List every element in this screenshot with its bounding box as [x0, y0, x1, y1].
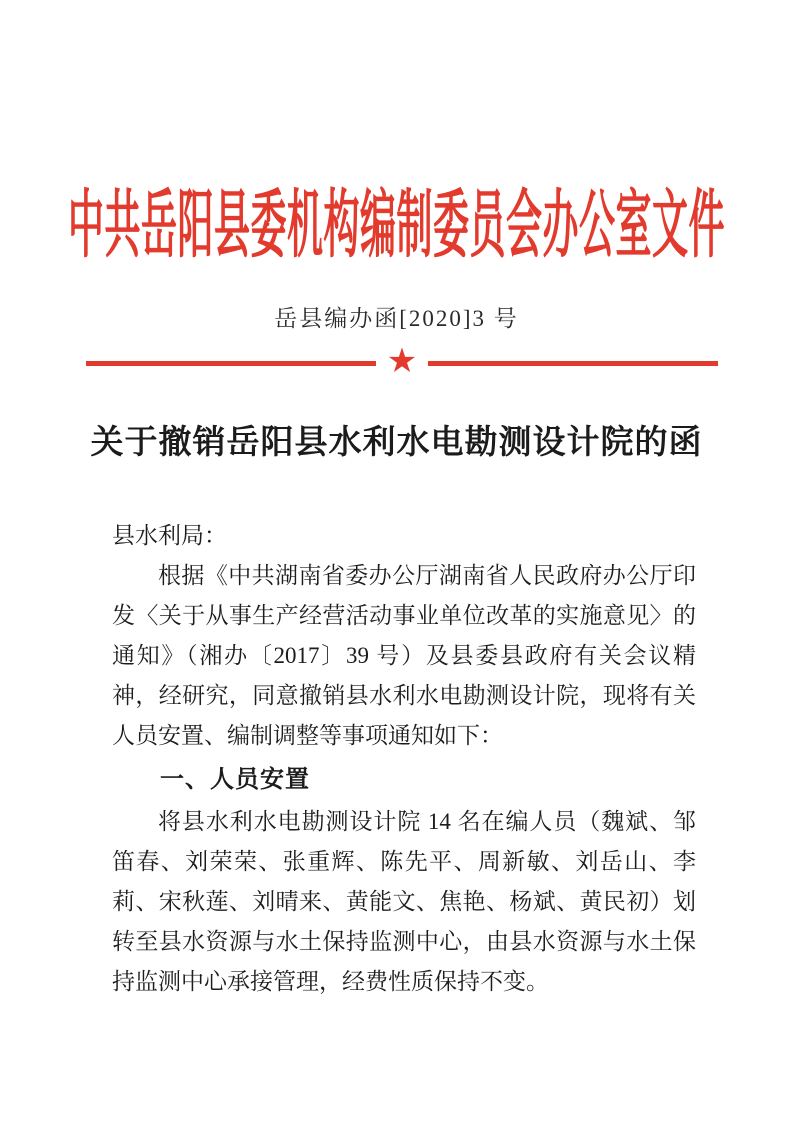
doc-number: 岳县编办函[2020]3 号: [274, 306, 519, 331]
paragraph-2: 将县水利水电勘测设计院 14 名在编人员（魏斌、邹笛春、刘荣荣、张重辉、陈先平、周新敏、刘岳山、李莉、宋秋莲、刘晴来、黄能文、焦艳、杨斌、黄民初）划转至县水资源与水土保持监测中心，由县水资源与水土保持监测中心承接管理，经费性质保持不变。: [112, 809, 696, 994]
paragraph-1: 根据《中共湖南省委办公厅湖南省人民政府办公厅印发〈关于从事生产经营活动事业单位改革的实施意见〉的通知》（湘办〔2017〕39 号）及县委县政府有关会议精神，经研究，同意撤销县水利水电勘测设计院，现将有关人员安置、编制调整等事项通知如下：: [112, 563, 696, 748]
letterhead: [0, 172, 793, 268]
section-1-heading: 一、人员安置: [160, 766, 310, 793]
red-divider: [86, 343, 718, 380]
star-icon: ★: [386, 343, 418, 380]
divider-line-left: [86, 361, 376, 366]
document-title: 关于撤销岳阳县水利水电勘测设计院的函: [90, 425, 703, 461]
divider-line-right: [428, 361, 718, 366]
org-title: 中共岳阳县委机构编制委员会办公室文件: [67, 184, 725, 267]
document-body: [112, 516, 696, 1002]
salutation: 县水利局：: [112, 523, 227, 548]
